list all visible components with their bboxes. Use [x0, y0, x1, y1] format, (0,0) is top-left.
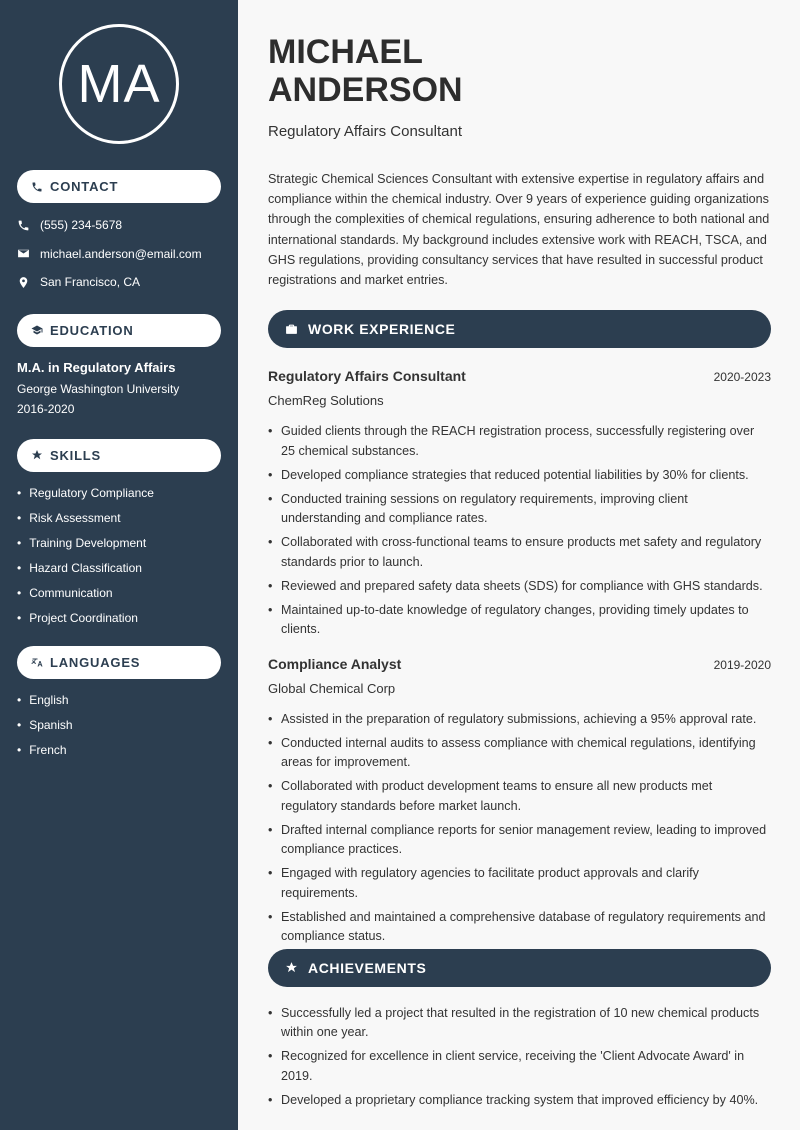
first-name: MICHAEL — [268, 33, 423, 71]
work-title: WORK EXPERIENCE — [308, 321, 456, 338]
monogram: MA — [59, 24, 179, 144]
name — [268, 33, 771, 109]
skills-title: SKILLS — [50, 447, 102, 463]
languages-list — [17, 688, 221, 763]
education-years: 2016-2020 — [17, 401, 75, 416]
bullet: • Maintained up-to-date knowledge of regulatory changes, providing timely updates to clients. — [268, 601, 771, 640]
languages-heading — [17, 646, 221, 679]
last-name: ANDERSON — [268, 71, 463, 109]
summary: Strategic Chemical Sciences Consultant with extensive expertise in regulatory affairs and compliance within the chemical industry. Over 9 years of experience guiding organizations through the complexities of chemical regulations, ensuring adherence to both national and international standards. My background includes extensive work with REACH, TSCA, and GHS regulations, providing consultancy services that have resulted in successful product registrations and market entries. — [268, 172, 770, 288]
skill-item: • Risk Assessment — [17, 506, 221, 531]
achievement-item: • Developed a proprietary compliance tracking system that improved efficiency by 40%. — [268, 1091, 771, 1111]
job-title: Compliance Analyst — [268, 655, 402, 672]
language-item: • Spanish — [17, 713, 221, 738]
job-bullets — [268, 710, 771, 947]
phone-icon — [17, 219, 30, 232]
skill-item: • Communication — [17, 581, 221, 606]
sidebar — [0, 0, 238, 1130]
bullet: • Drafted internal compliance reports for senior management review, leading to improved compliance practices. — [268, 821, 771, 860]
job-role: Regulatory Affairs Consultant — [268, 123, 462, 140]
main-content — [268, 0, 771, 1115]
phone-text: (555) 234-5678 — [40, 218, 123, 233]
job-dates: 2019-2020 — [713, 657, 771, 672]
bullet: • Established and maintained a comprehensive database of regulatory requirements and compliance status. — [268, 908, 771, 947]
company: ChemReg Solutions — [268, 393, 384, 409]
job-bullets — [268, 422, 771, 640]
contact-email — [17, 240, 221, 269]
achievement-item: • Recognized for excellence in client service, receiving the 'Client Advocate Award' in 2019. — [268, 1047, 771, 1086]
location-text: San Francisco, CA — [40, 275, 141, 290]
school: George Washington University — [17, 381, 180, 396]
job-title: Regulatory Affairs Consultant — [268, 368, 466, 385]
job-entry — [268, 656, 771, 947]
star-icon — [285, 961, 298, 974]
briefcase-icon — [285, 323, 298, 336]
translate-icon — [31, 656, 43, 668]
star-icon — [31, 449, 43, 461]
education-heading — [17, 314, 221, 347]
achievements-heading — [268, 949, 771, 987]
contact-phone — [17, 211, 221, 240]
contact-location — [17, 268, 221, 297]
skills-list — [17, 481, 221, 631]
language-item: • French — [17, 738, 221, 763]
email-icon — [17, 247, 30, 260]
skill-item: • Regulatory Compliance — [17, 481, 221, 506]
job-entry — [268, 368, 771, 640]
work-experience-heading — [268, 310, 771, 348]
job-dates: 2020-2023 — [713, 370, 771, 385]
contact-title: CONTACT — [50, 179, 119, 194]
achievements-list — [268, 1004, 771, 1111]
bullet: • Collaborated with cross-functional teams to ensure products met safety and regulatory standards prior to launch. — [268, 533, 771, 572]
bullet: • Developed compliance strategies that reduced potential liabilities by 30% for clients. — [268, 466, 771, 486]
bullet: • Guided clients through the REACH registration process, successfully registering over 25 chemical substances. — [268, 422, 771, 461]
achievements-title: ACHIEVEMENTS — [308, 959, 427, 976]
bullet: • Engaged with regulatory agencies to facilitate product approvals and clarify requirements. — [268, 864, 771, 903]
company: Global Chemical Corp — [268, 680, 396, 696]
skill-item: • Training Development — [17, 531, 221, 556]
bullet: • Collaborated with product development teams to ensure all new products met regulatory standards before market launch. — [268, 777, 771, 816]
bullet: • Assisted in the preparation of regulatory submissions, achieving a 95% approval rate. — [268, 710, 771, 730]
degree: M.A. in Regulatory Affairs — [17, 359, 176, 375]
bullet: • Conducted internal audits to assess compliance with chemical regulations, identifying areas for improvement. — [268, 734, 771, 773]
contact-heading — [17, 170, 221, 203]
email-text: michael.anderson@email.com — [40, 246, 202, 261]
location-pin-icon — [17, 276, 30, 289]
languages-title: LANGUAGES — [50, 654, 141, 670]
skill-item: • Hazard Classification — [17, 556, 221, 581]
achievement-item: • Successfully led a project that resulted in the registration of 10 new chemical products within one year. — [268, 1004, 771, 1043]
education-title: EDUCATION — [50, 322, 134, 338]
skill-item: • Project Coordination — [17, 606, 221, 631]
bullet: • Reviewed and prepared safety data sheets (SDS) for compliance with GHS standards. — [268, 577, 771, 597]
bullet: • Conducted training sessions on regulatory requirements, improving client understanding and compliance rates. — [268, 490, 771, 529]
skills-heading — [17, 439, 221, 472]
phone-icon — [31, 181, 43, 193]
graduation-cap-icon — [31, 324, 43, 336]
language-item: • English — [17, 688, 221, 713]
